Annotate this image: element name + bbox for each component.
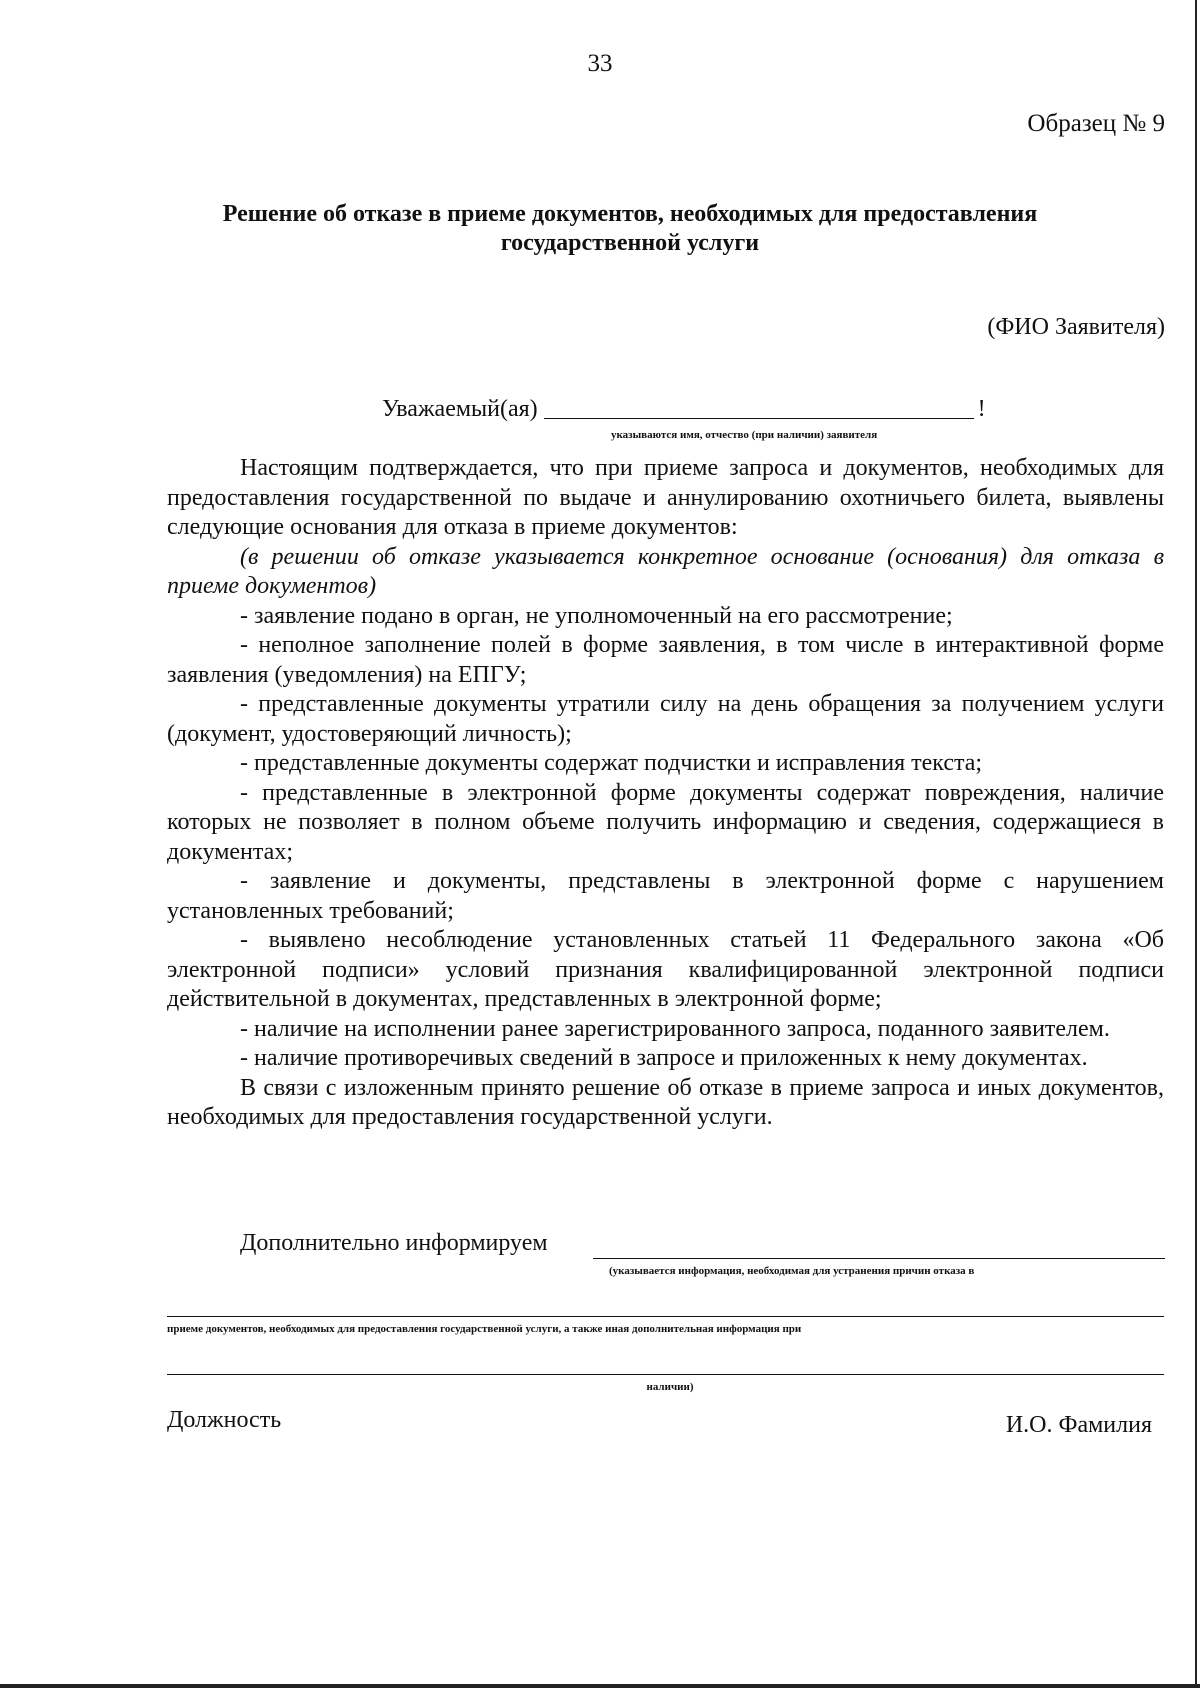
greeting-line [382, 396, 986, 423]
additional-info-label: Дополнительно информируем [240, 1230, 548, 1256]
body-paragraph: - представленные документы содержат подчистки и исправления текста; [240, 750, 983, 776]
body-paragraph: - представленные документы утратили силу на день обращения за получением услуги (документ, удостоверяющий личность); [167, 691, 1164, 747]
additional-hint-1: (указывается информация, необходимая для устранения причин отказа в [609, 1265, 975, 1277]
signatory-name: И.О. Фамилия [1005, 1412, 1152, 1438]
body-paragraph: (в решении об отказе указывается конкретное основание (основания) для отказа в приеме документов) [167, 543, 1164, 599]
greeting-hint: указываются имя, отчество (при наличии) заявителя [611, 429, 878, 441]
applicant-name-blank [544, 396, 974, 419]
body-paragraph: - представленные в электронной форме документы содержат повреждения, наличие которых не позволяет в полном объеме получить информацию и сведения, содержащиеся в документах; [167, 779, 1164, 865]
applicant-fio: (ФИО Заявителя) [987, 314, 1165, 340]
greeting-label: Уважаемый(ая) [382, 396, 538, 422]
signatory-position: Должность [167, 1407, 282, 1433]
page-edge-right [1195, 0, 1197, 1688]
body-paragraph: В связи с изложенным принято решение об отказе в приеме запроса и иных документов, необходимых для предоставления государственной услуги. [167, 1074, 1164, 1130]
body-paragraph: - наличие на исполнении ранее зарегистрированного запроса, поданного заявителем. [240, 1015, 1110, 1042]
additional-info-blank [593, 1258, 1165, 1259]
additional-hint-3: наличии) [646, 1381, 694, 1393]
greeting-exclamation: ! [977, 396, 986, 422]
body-paragraph: - заявление подано в орган, не уполномоченный на его рассмотрение; [240, 602, 953, 629]
page-edge-bottom [0, 1684, 1200, 1688]
document-title: Решение об отказе в приеме документов, необходимых для предоставления государственной услуги [222, 201, 1038, 256]
body-paragraph: Настоящим подтверждается, что при приеме запроса и документов, необходимых для предоставления государственной по выдаче и аннулированию охотничьего билета, выявлены следующие основания для отказа в приеме документов: [167, 455, 1164, 540]
additional-hint-2: приеме документов, необходимых для предоставления государственной услуги, а также иная дополнительная информация при [167, 1323, 802, 1335]
sample-number: Образец № 9 [1027, 110, 1165, 137]
body-paragraph: - заявление и документы, представлены в электронной форме с нарушением установленных требований; [167, 868, 1164, 924]
blank-line-2 [167, 1374, 1164, 1375]
body-paragraph: - наличие противоречивых сведений в запросе и приложенных к нему документах. [240, 1045, 1088, 1071]
body-text [167, 454, 1164, 1133]
page-number: 33 [587, 50, 613, 77]
body-paragraph: - неполное заполнение полей в форме заявления, в том числе в интерактивной форме заявления (уведомления) на ЕПГУ; [167, 632, 1164, 688]
body-paragraph: - выявлено несоблюдение установленных статьей 11 Федерального закона «Об электронной подписи» условий признания квалифицированной электронной подписи действительной в документах, представленных в электронной форме; [167, 927, 1164, 1012]
blank-line-1 [167, 1316, 1164, 1317]
